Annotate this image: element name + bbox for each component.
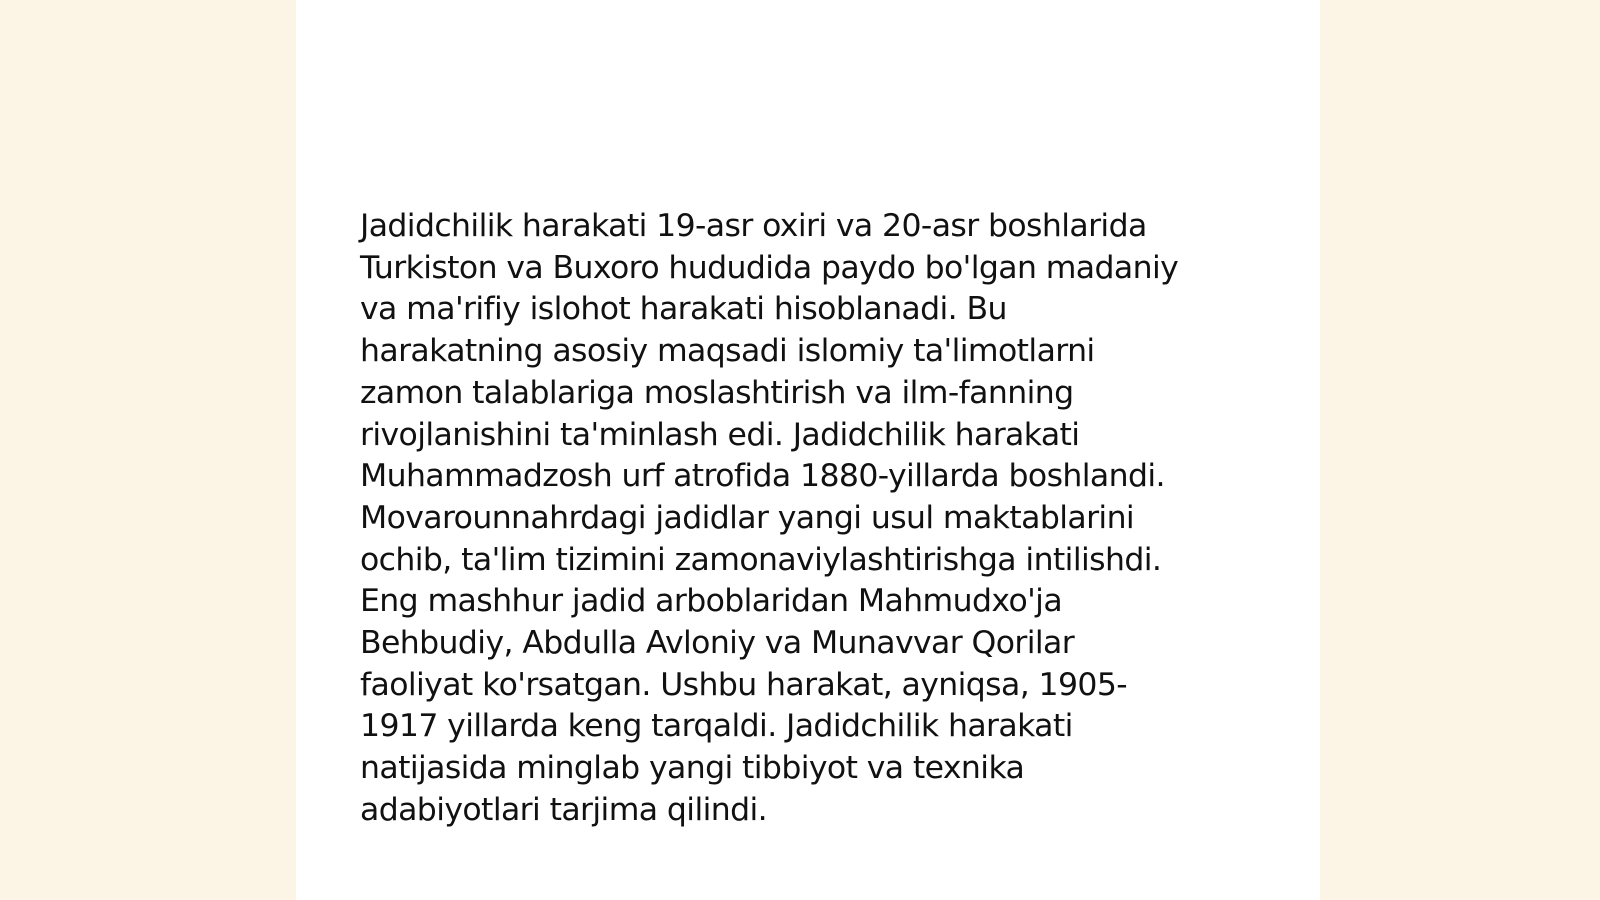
body-paragraph: Jadidchilik harakati 19-asr oxiri va 20-asr boshlarida Turkiston va Buxoro hududida paydo bo'lgan madaniy va ma'rifiy islohot harakati hisoblanadi. Bu harakatning asosiy maqsadi islomiy ta'limotlarni zamon talablariga moslashtirish va ilm-fanning rivojlanishini ta'minlash edi. Jadidchilik harakati Muhammadzosh urf atrofida 1880-yillarda boshlandi. Movarounnahrdagi jadidlar yangi usul maktablarini ochib, ta'lim tizimini zamonaviylashtirishga intilishdi. Eng mashhur jadid arboblaridan Mahmudxo'ja Behbudiy, Abdulla Avloniy va Munavvar Qorilar faoliyat ko'rsatgan. Ushbu harakat, ayniqsa, 1905- 1917 yillarda keng tarqaldi. Jadidchilik harakati natijasida minglab yangi tibbiyot va texnika adabiyotlari tarjima qilindi. [360, 208, 1179, 828]
document-page [296, 0, 1320, 900]
